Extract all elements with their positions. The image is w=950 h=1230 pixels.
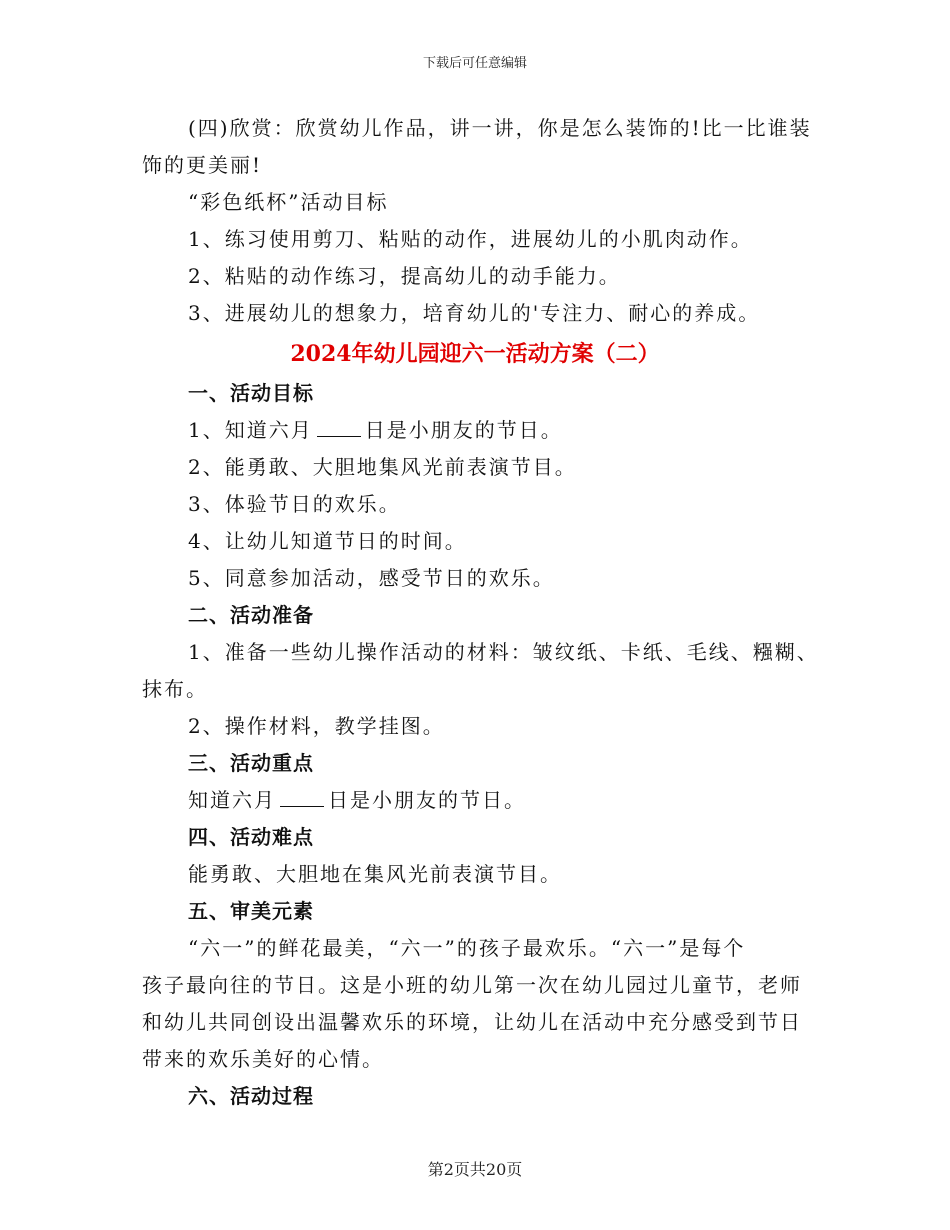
prep-item-cont: 抹布。 xyxy=(142,677,208,701)
heading-key-points: 三、活动重点 xyxy=(188,751,314,775)
goal-item: 1、知道六月 日是小朋友的节日。 xyxy=(188,418,563,442)
page-number: 第2页共20页 xyxy=(427,1160,523,1179)
difficulty-text: 能勇敢、大胆地在集风光前表演节目。 xyxy=(188,862,562,886)
prep-item: 1、准备一些幼儿操作活动的材料：皱纹纸、卡纸、毛线、糨糊、 xyxy=(188,640,819,664)
paragraph-line: “六一”的鲜花最美，“六一”的孩子最欢乐。“六一”是每个 xyxy=(188,936,746,960)
paragraph-line: 带来的欢乐美好的心情。 xyxy=(142,1047,384,1071)
heading-preparation: 二、活动准备 xyxy=(188,603,314,627)
fill-blank xyxy=(317,418,361,437)
paragraph-line: 饰的更美丽! xyxy=(142,153,263,177)
prep-item: 2、操作材料，教学挂图。 xyxy=(188,714,445,738)
paragraph-line: 3、进展幼儿的想象力，培育幼儿的'专注力、耐心的养成。 xyxy=(188,301,761,325)
paragraph-line: 孩子最向往的节日。这是小班的幼儿第一次在幼儿园过儿童节，老师 xyxy=(142,973,802,997)
key-point: 知道六月 日是小朋友的节日。 xyxy=(188,788,526,812)
paragraph-line: 2、粘贴的动作练习，提高幼儿的动手能力。 xyxy=(188,264,621,288)
paragraph-line: (四)欣赏：欣赏幼儿作品，讲一讲，你是怎么装饰的!比一比谁装 xyxy=(188,116,812,140)
section-title: 2024年幼儿园迎六一活动方案（二） xyxy=(290,341,660,367)
goal-item: 4、让幼儿知道节日的时间。 xyxy=(188,529,467,553)
page-header: 下载后可任意编辑 xyxy=(422,56,527,71)
paragraph-line: “彩色纸杯”活动目标 xyxy=(188,190,389,214)
paragraph-line: 和幼儿共同创设出温馨欢乐的环境，让幼儿在活动中充分感受到节日 xyxy=(142,1010,802,1034)
heading-goals: 一、活动目标 xyxy=(188,381,314,405)
heading-aesthetic: 五、审美元素 xyxy=(188,899,314,923)
heading-process: 六、活动过程 xyxy=(188,1084,314,1108)
fill-blank xyxy=(280,788,324,807)
goal-item: 2、能勇敢、大胆地集风光前表演节目。 xyxy=(188,455,577,479)
goal-item: 5、同意参加活动，感受节日的欢乐。 xyxy=(188,566,555,590)
paragraph-line: 1、练习使用剪刀、粘贴的动作，进展幼儿的小肌肉动作。 xyxy=(188,227,753,251)
heading-difficulty: 四、活动难点 xyxy=(188,825,314,849)
goal-item: 3、体验节日的欢乐。 xyxy=(188,492,401,516)
